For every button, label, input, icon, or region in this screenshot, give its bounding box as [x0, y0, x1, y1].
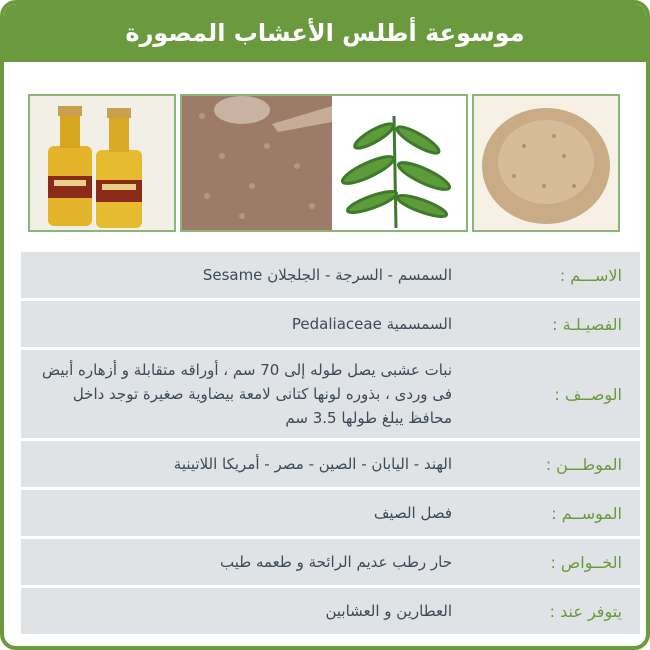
value-habitat: الهند - اليابان - الصين - مصر - أمريكا اللاتينية: [21, 441, 468, 487]
row-properties: [18, 539, 640, 585]
label-habitat: الموطـــن :: [468, 441, 640, 487]
label-name: الاســـم :: [468, 252, 640, 298]
value-availability: العطارين و العشابين: [21, 588, 468, 634]
seeds-and-plant-image: [180, 94, 468, 232]
value-description: نبات عشبى يصل طوله إلى 70 سم ، أوراقه متقابلة و أزهاره أبيض فى وردى ، بذوره لونها كتانى لامعة بيضاوية صغيرة توجد داخل محافظ يبلغ طولها 3.5 سم: [21, 350, 468, 438]
value-properties: حار رطب عديم الرائحة و طعمه طيب: [21, 539, 468, 585]
row-family: [18, 301, 640, 347]
value-family: السمسمية Pedaliaceae: [21, 301, 468, 347]
row-season: [18, 490, 640, 536]
photo-strip: [28, 94, 624, 232]
row-description: [18, 350, 640, 438]
label-properties: الخــواص :: [468, 539, 640, 585]
label-family: الفصيـلـة :: [468, 301, 640, 347]
row-availability: [18, 588, 640, 634]
label-availability: يتوفر عند :: [468, 588, 640, 634]
page-title: موسوعة أطلس الأعشاب المصورة: [125, 19, 525, 47]
header-bar: [4, 4, 646, 62]
oil-bottles-image: [28, 94, 176, 232]
label-season: الموســم :: [468, 490, 640, 536]
row-name: [18, 252, 640, 298]
row-habitat: [18, 441, 640, 487]
value-name: السمسم - السرجة - الجلجلان Sesame: [21, 252, 468, 298]
info-table: [18, 252, 640, 637]
value-season: فصل الصيف: [21, 490, 468, 536]
seed-pile-image: [472, 94, 620, 232]
label-description: الوصــف :: [468, 350, 640, 438]
